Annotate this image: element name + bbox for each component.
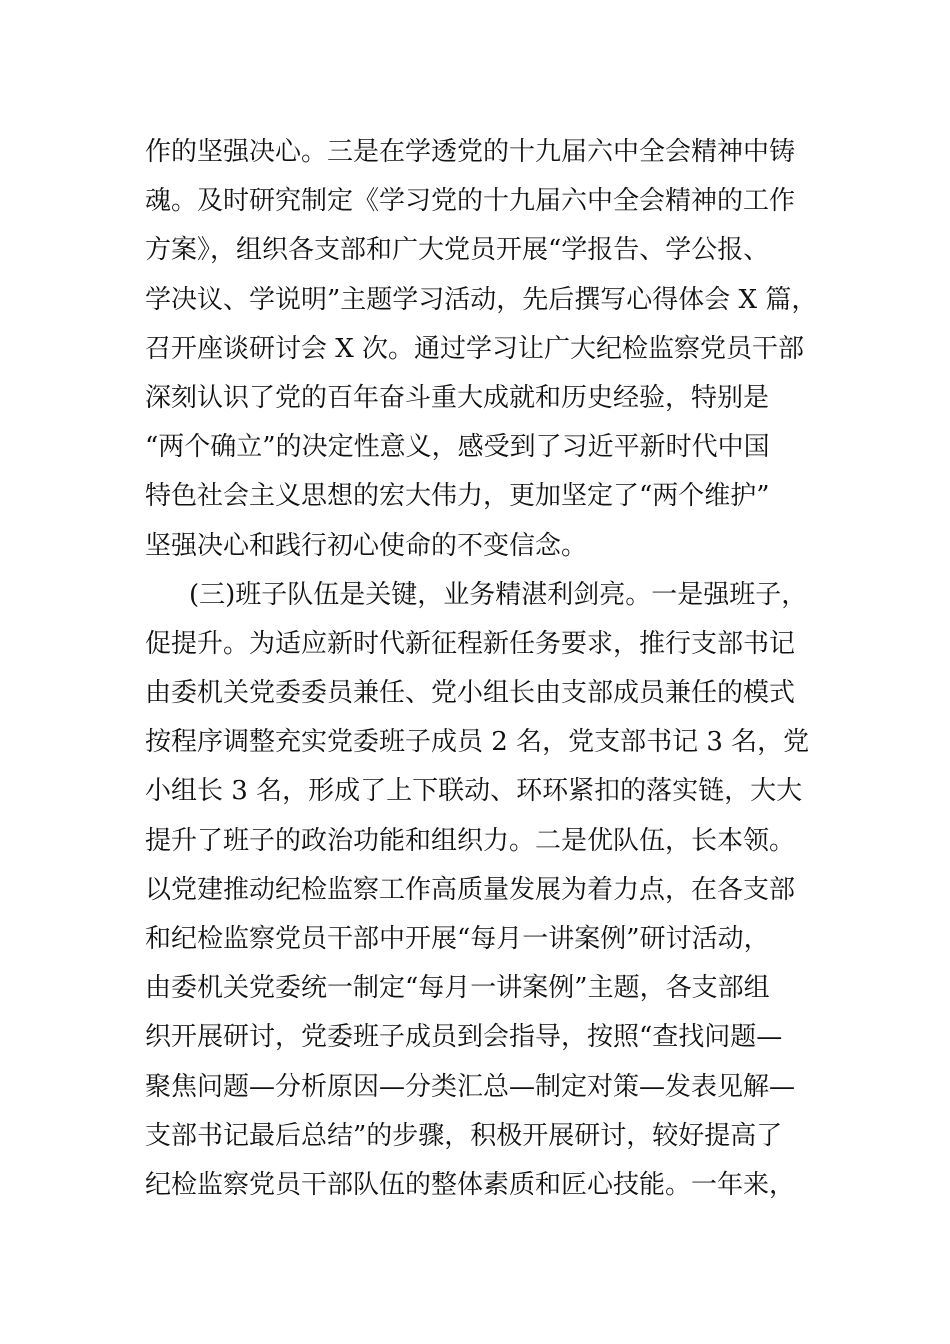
section-heading-line: (三)班子队伍是关键，业务精湛利剑亮。一是强班子，	[189, 579, 808, 610]
text-line: 小组长 3 名，形成了上下联动、环环紧扣的落实链，大大	[145, 776, 803, 807]
text-line: 促提升。为适应新时代新征程新任务要求，推行支部书记	[145, 628, 796, 659]
text-line: 由委机关党委委员兼任、党小组长由支部成员兼任的模式	[145, 678, 796, 709]
text-line: 深刻认识了党的百年奋斗重大成就和历史经验，特别是	[145, 382, 770, 413]
text-line: 学决议、学说明”主题学习活动，先后撰写心得体会 X 篇，	[145, 284, 818, 315]
text-line: 按程序调整充实党委班子成员 2 名，党支部书记 3 名，党	[145, 727, 810, 758]
text-line: 提升了班子的政治功能和组织力。二是优队伍，长本领。	[145, 825, 796, 856]
text-line: 织开展研讨，党委班子成员到会指导，按照“查找问题—	[145, 1022, 783, 1053]
text-line: 坚强决心和践行初心使命的不变信念。	[145, 530, 588, 561]
text-line: 支部书记最后总结”的步骤，积极开展研讨，较好提高了	[145, 1120, 783, 1151]
text-line: 和纪检监察党员干部中开展“每月一讲案例”研讨活动，	[145, 924, 770, 954]
text-line: 纪检监察党员干部队伍的整体素质和匠心技能。一年来，	[145, 1169, 796, 1200]
document-body	[145, 128, 825, 1210]
text-line: 聚焦问题—分析原因—分类汇总—制定对策—发表见解—	[145, 1071, 796, 1102]
text-line: 方案》，组织各支部和广大党员开展“学报告、学公报、	[145, 235, 770, 266]
text-line: 魂。及时研究制定《学习党的十九届六中全会精神的工作	[145, 186, 796, 217]
text-line: 召开座谈研讨会 X 次。通过学习让广大纪检监察党员干部	[145, 333, 805, 364]
text-line: “两个确立”的决定性意义，感受到了习近平新时代中国	[145, 432, 770, 463]
text-line: 以党建推动纪检监察工作高质量发展为着力点，在各支部	[145, 874, 796, 905]
text-line: 特色社会主义思想的宏大伟力，更加坚定了“两个维护”	[145, 481, 770, 512]
text-line: 作的坚强决心。三是在学透党的十九届六中全会精神中铸	[145, 137, 796, 167]
text-line: 由委机关党委统一制定“每月一讲案例”主题，各支部组	[145, 973, 770, 1004]
